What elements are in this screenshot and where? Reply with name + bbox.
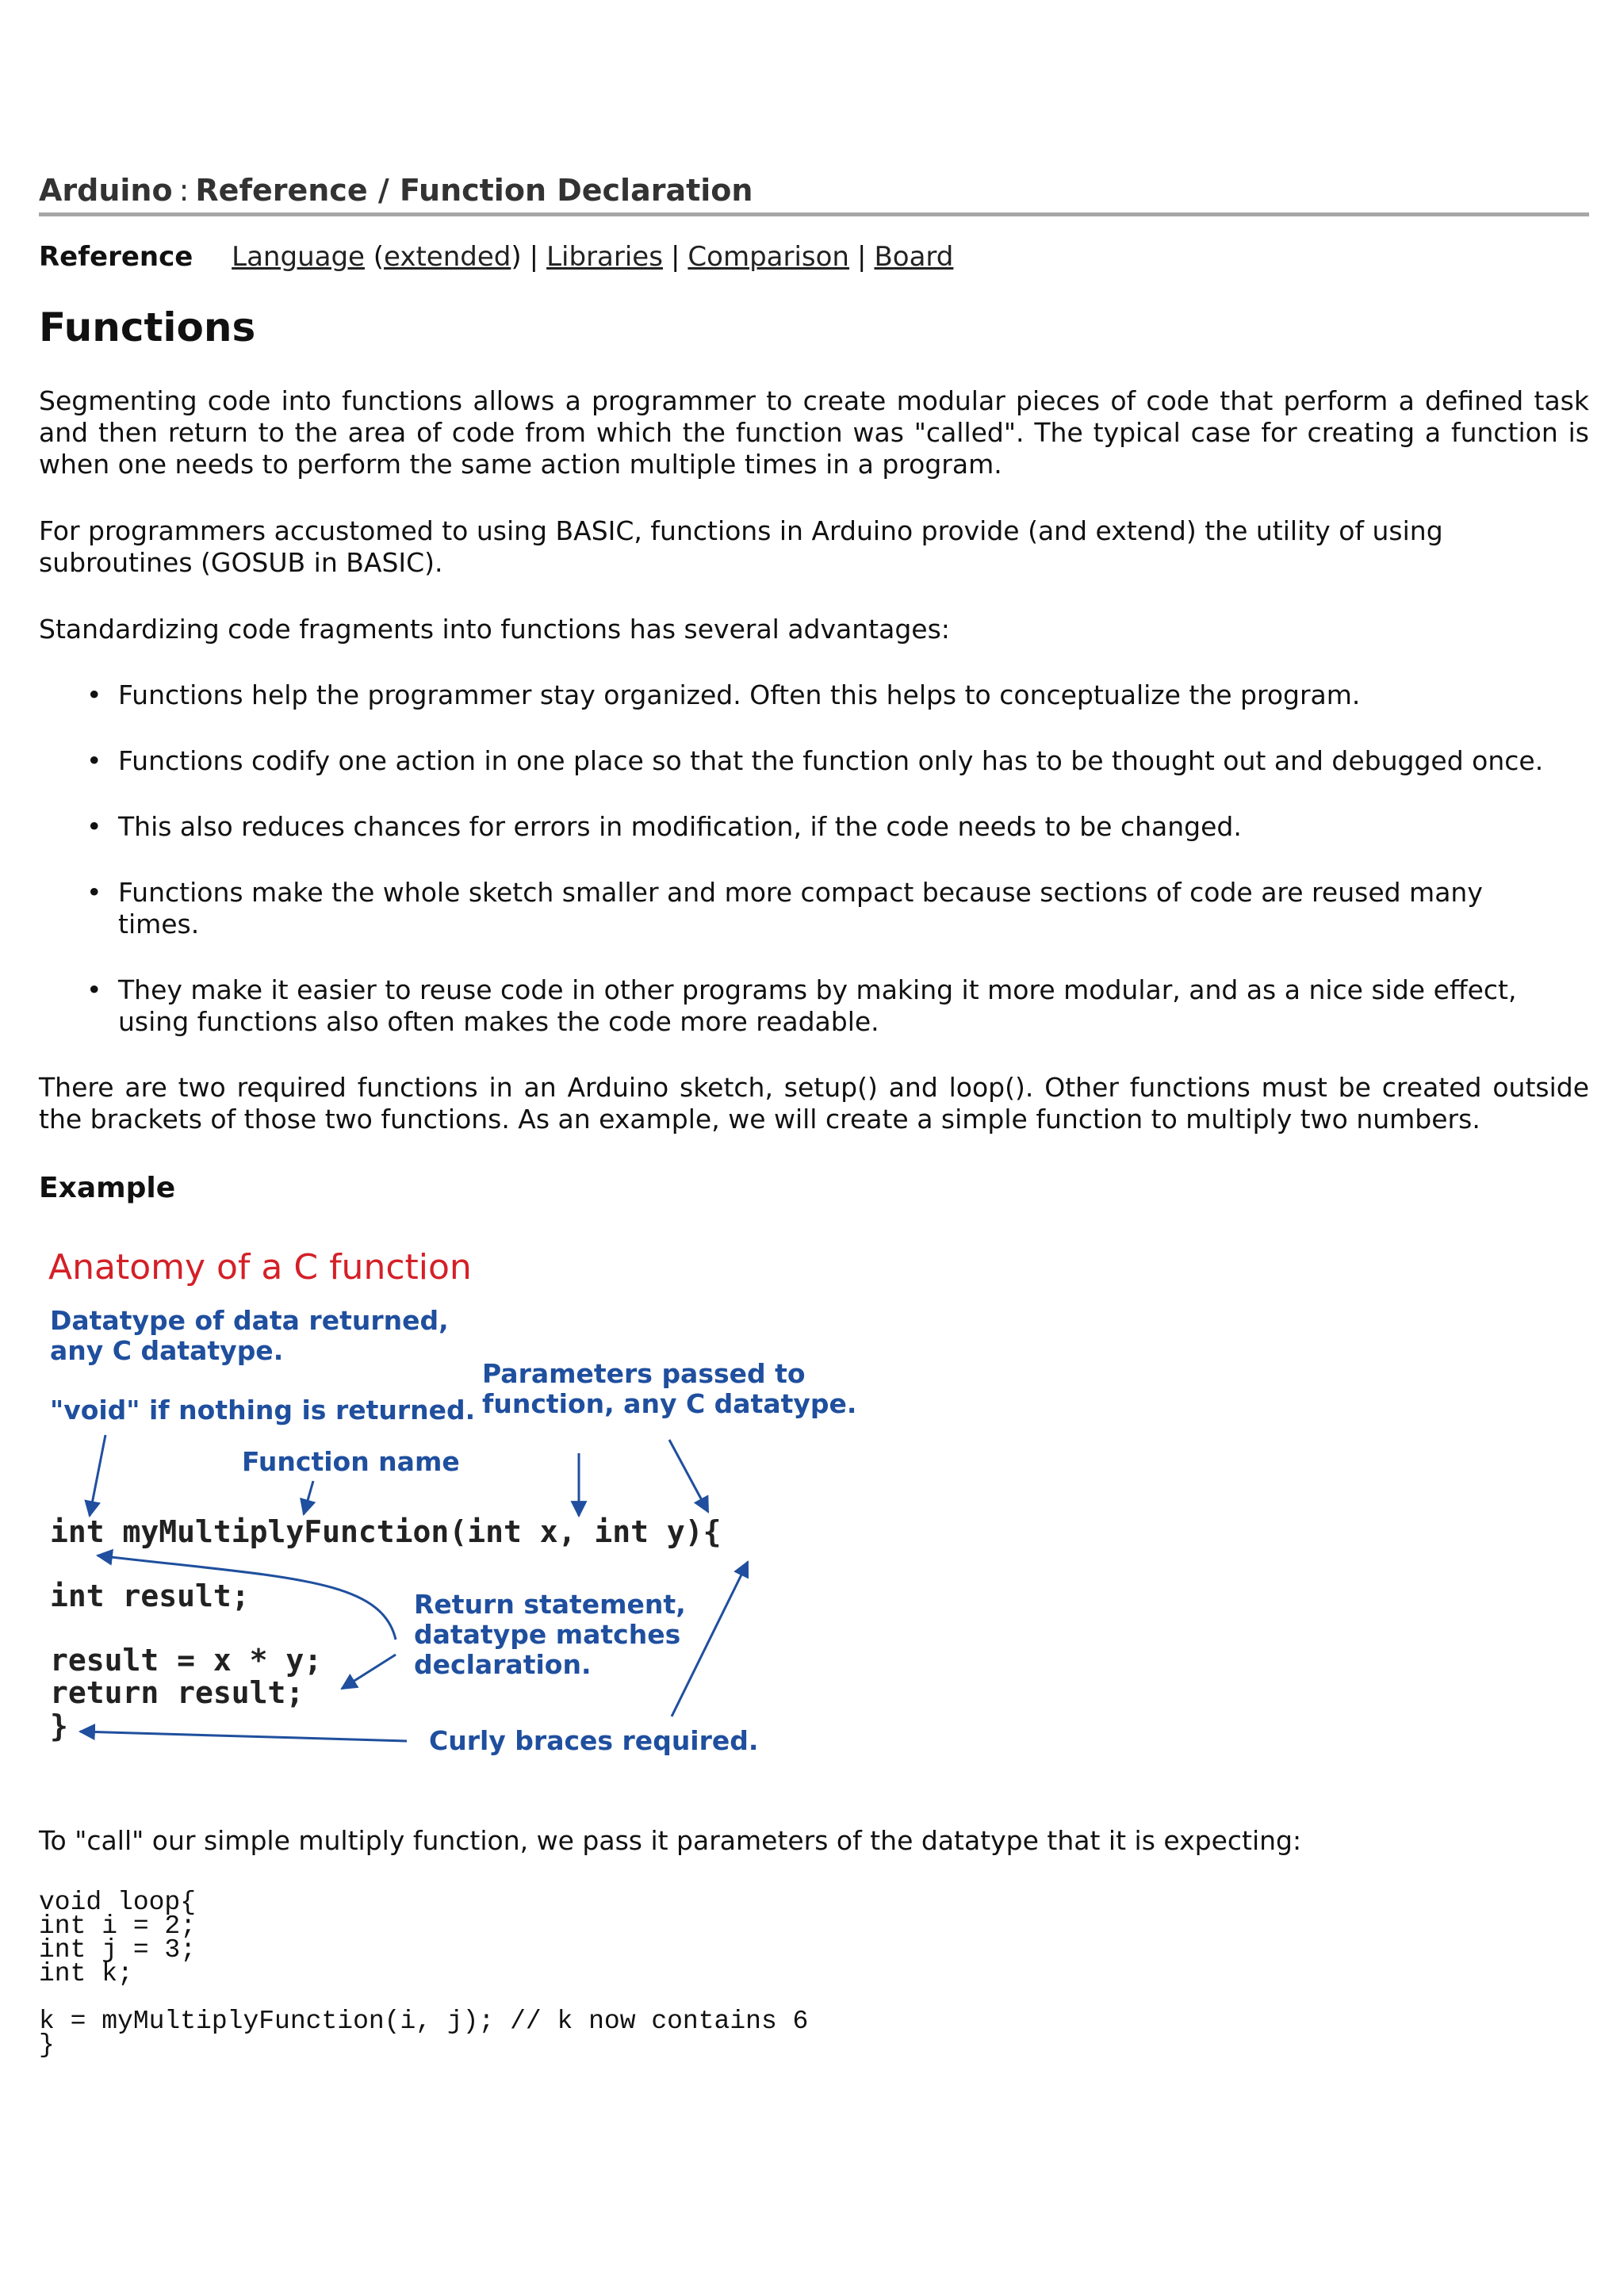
nav-link-language[interactable]: Language <box>232 241 365 273</box>
advantages-list <box>39 679 1589 1072</box>
required-functions-paragraph: There are two required functions in an Arduino sketch, setup() and loop(). Other functions must be created outside the brackets of those two functions. As an example, we will create a simple function to multiply two numbers. <box>39 1072 1589 1135</box>
nav-link-board[interactable]: Board <box>874 241 954 273</box>
nav-link-extended[interactable]: extended <box>384 241 511 273</box>
code-result-assign: result = x * y; <box>50 1643 323 1678</box>
paren-open: ( <box>373 241 385 273</box>
nav-reference-label: Reference <box>39 241 193 273</box>
advantages-intro: Standardizing code fragments into functions has several advantages: <box>39 614 950 645</box>
example-heading: Example <box>39 1172 176 1204</box>
diagram-title: Anatomy of a C function <box>48 1247 472 1288</box>
nav-pipe: | <box>529 241 539 273</box>
arrow-return-statement <box>342 1655 396 1689</box>
diagram-svg <box>48 1237 881 1776</box>
label-curly-braces: Curly braces required. <box>429 1725 759 1756</box>
label-datatype-line2: any C datatype. <box>50 1335 284 1366</box>
arrow-param-y <box>669 1440 708 1512</box>
code-result-decl: int result; <box>50 1578 250 1613</box>
label-return-line3: declaration. <box>414 1649 592 1680</box>
list-item: • Functions make the whole sketch smaller and more compact because sections of code are reused many times. <box>118 877 1589 940</box>
code-signature: int myMultiplyFunction(int x, int y){ <box>50 1514 722 1549</box>
nav-link-libraries[interactable]: Libraries <box>546 241 663 273</box>
site-name: Arduino <box>39 173 173 208</box>
list-item: • Functions help the programmer stay organized. Often this helps to conceptualize the program. <box>118 679 1589 711</box>
label-datatype-line1: Datatype of data returned, <box>50 1305 449 1336</box>
list-item: • They make it easier to reuse code in other programs by making it more modular, and as a nice side effect, using functions also often makes the code more readable. <box>118 974 1589 1038</box>
label-void: "void" if nothing is returned. <box>50 1395 476 1425</box>
list-item: • This also reduces chances for errors in modification, if the code needs to be changed. <box>118 811 1589 843</box>
code-return: return result; <box>50 1675 304 1710</box>
intro-paragraph: Segmenting code into functions allows a programmer to create modular pieces of code that perform a defined task and then return to the area of code from which the function was "called". The typical case for creating a function is when one needs to perform the same action multiple times in a program. <box>39 385 1589 480</box>
code-example: void loop{ int i = 2; int j = 3; int k; k = myMultiplyFunction(i, j); // k now contains 6 } <box>39 1888 809 2060</box>
title-divider <box>39 212 1589 216</box>
arrow-datatype <box>90 1435 105 1516</box>
basic-paragraph: For programmers accustomed to using BASIC, functions in Arduino provide (and extend) the utility of using subroutines (GOSUB in BASIC). <box>39 515 1443 578</box>
call-paragraph: To "call" our simple multiply function, we pass it parameters of the datatype that it is expecting: <box>39 1825 1302 1856</box>
arrow-close-brace <box>80 1732 407 1741</box>
nav-pipe: | <box>670 241 680 273</box>
paren-close: ) <box>511 241 522 273</box>
label-return-line2: datatype matches <box>414 1619 681 1650</box>
code-close-brace: } <box>50 1709 68 1743</box>
section-heading: Functions <box>39 304 256 350</box>
arrow-open-brace <box>672 1562 748 1716</box>
nav-pipe: | <box>856 241 867 273</box>
label-function-name: Function name <box>242 1446 460 1477</box>
reference-nav <box>39 241 953 273</box>
nav-link-comparison[interactable]: Comparison <box>688 241 849 273</box>
title-separator: : <box>178 173 190 208</box>
label-params-line2: function, any C datatype. <box>482 1388 857 1419</box>
list-item: • Functions codify one action in one place so that the function only has to be thought out and debugged once. <box>118 745 1589 777</box>
arrow-function-name <box>304 1481 313 1514</box>
label-params-line1: Parameters passed to <box>482 1358 806 1389</box>
page-title <box>39 173 1589 208</box>
function-anatomy-diagram <box>48 1237 881 1776</box>
label-return-line1: Return statement, <box>414 1589 686 1620</box>
page-path: Reference / Function Declaration <box>195 173 753 208</box>
